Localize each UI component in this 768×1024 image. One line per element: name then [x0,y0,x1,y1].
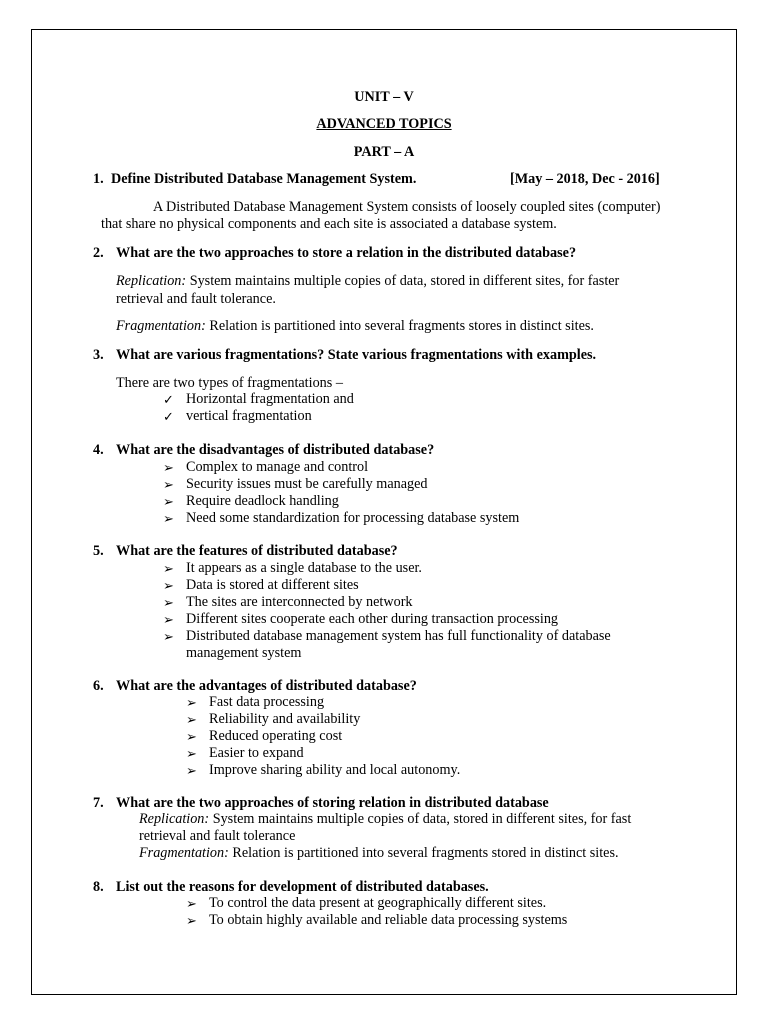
list-item: Easier to expand [209,745,304,761]
arrowhead-icon: ➢ [186,896,197,911]
list-item: Reduced operating cost [209,728,343,744]
arrowhead-icon: ➢ [163,612,174,627]
answer-line [116,273,619,290]
arrowhead-icon: ➢ [163,595,174,610]
answer-line [116,318,594,335]
term-text: Relation is partitioned into several fragments stored in distinct sites. [232,845,619,861]
list-item: Different sites cooperate each other during transaction processing [186,611,559,627]
part-heading: PART – A [353,144,415,160]
topic-heading: ADVANCED TOPICS [316,116,452,132]
list-item: Improve sharing ability and local autonomy. [209,762,461,778]
question-number: 2. [93,245,104,261]
arrowhead-icon: ➢ [186,712,197,727]
list-item: Require deadlock handling [186,493,339,509]
question-text: What are the features of distributed database? [116,543,398,559]
question-number: 5. [93,543,104,559]
question-text: What are the disadvantages of distributed database? [116,442,435,458]
exam-reference: [May – 2018, Dec - 2016] [510,171,660,187]
term-label: Replication: [139,811,210,827]
list-item: Security issues must be carefully managed [186,476,428,492]
term-text: Relation is partitioned into several fragments stores in distinct sites. [209,318,594,334]
term-label: Fragmentation: [139,845,229,861]
question-text: What are various fragmentations? State various fragmentations with examples. [116,347,597,363]
arrowhead-icon: ➢ [186,913,197,928]
arrowhead-icon: ➢ [163,629,174,644]
question-text: List out the reasons for development of distributed databases. [116,879,489,895]
question-text: What are the two approaches of storing relation in distributed database [116,795,549,811]
unit-heading: UNIT – V [354,89,414,105]
term-text: System maintains multiple copies of data, stored in different sites, for faster [189,273,620,289]
arrowhead-icon: ➢ [186,746,197,761]
question-number: 6. [93,678,104,694]
list-item: The sites are interconnected by network [186,594,413,610]
question-number: 4. [93,442,104,458]
question-text: What are the advantages of distributed database? [116,678,417,694]
arrowhead-icon: ➢ [163,460,174,475]
arrowhead-icon: ➢ [186,729,197,744]
question-number: 7. [93,795,104,811]
arrowhead-icon: ➢ [163,477,174,492]
list-item: Fast data processing [209,694,325,710]
answer-line: A Distributed Database Management System consists of loosely coupled sites (computer) [153,199,661,215]
answer-line: that share no physical components and each site is associated a database system. [101,216,557,232]
term-label: Replication: [116,273,187,289]
term-label: Fragmentation: [116,318,206,334]
arrowhead-icon: ➢ [163,561,174,576]
question-number: 1. [93,171,104,187]
list-item: Complex to manage and control [186,459,369,475]
list-item: To obtain highly available and reliable data processing systems [209,912,568,928]
list-item: Horizontal fragmentation and [186,391,354,407]
question-number: 3. [93,347,104,363]
answer-line [139,845,619,862]
list-item: Data is stored at different sites [186,577,359,593]
arrowhead-icon: ➢ [186,763,197,778]
list-item: It appears as a single database to the user. [186,560,422,576]
list-item: Need some standardization for processing database system [186,510,520,526]
arrowhead-icon: ➢ [163,494,174,509]
list-item: Distributed database management system has full functionality of database [186,628,611,644]
term-text: System maintains multiple copies of data, stored in different sites, for fast [212,811,632,827]
answer-line: retrieval and fault tolerance [139,828,296,844]
list-item: To control the data present at geographically different sites. [209,895,547,911]
list-item: vertical fragmentation [186,408,312,424]
list-item-continuation: management system [186,645,302,661]
list-item: Reliability and availability [209,711,361,727]
answer-line: retrieval and fault tolerance. [116,291,276,307]
answer-line [139,811,631,828]
intro-text: There are two types of fragmentations – [116,375,343,391]
question-text: What are the two approaches to store a relation in the distributed database? [116,245,577,261]
arrowhead-icon: ➢ [163,578,174,593]
check-icon: ✓ [163,409,174,424]
check-icon: ✓ [163,392,174,407]
question-number: 8. [93,879,104,895]
arrowhead-icon: ➢ [186,695,197,710]
question-text: Define Distributed Database Management System. [111,171,417,187]
arrowhead-icon: ➢ [163,511,174,526]
